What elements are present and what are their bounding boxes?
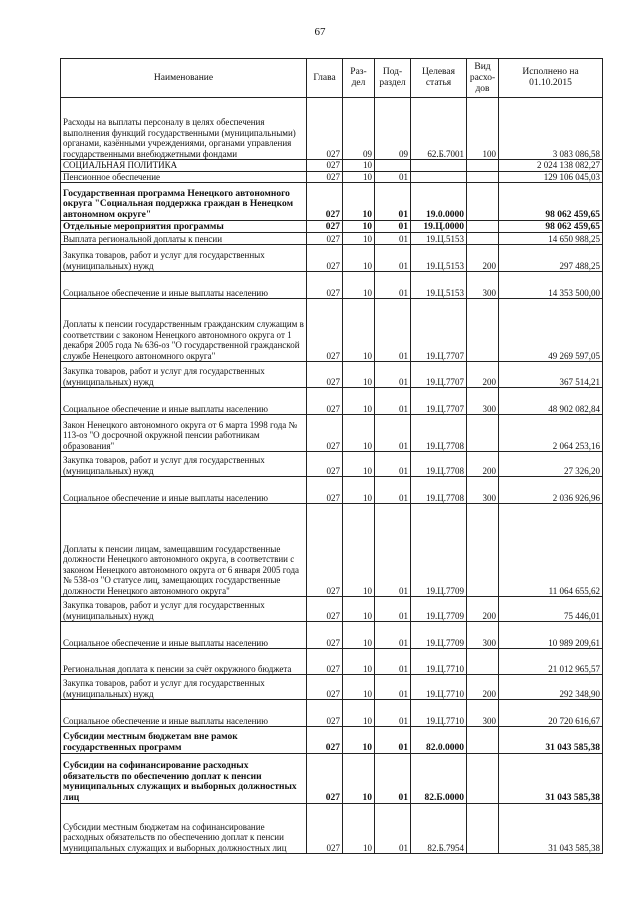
cell-glava: 027 [307,362,343,388]
cell-name: Расходы на выплаты персоналу в целях обеспечения выполнения функций государственными (муниципальными) органами, казёнными учреждениями, органами управления государственными внебюджетными фондами [61,98,307,160]
cell-glava: 027 [307,272,343,299]
cell-razdel: 10 [343,754,375,804]
cell-name: Закупка товаров, работ и услуг для государственных (муниципальных) нужд [61,675,307,700]
table-row [61,649,603,675]
cell-amount: 14 353 500,00 [499,272,603,299]
table-row [61,754,603,804]
col-header-vid: Вид расхо- дов [467,59,499,98]
cell-name: Доплаты к пенсии лицам, замещавшим государственные должности Ненецкого автономного округа, в соответствии с законом Ненецкого автономного округа от 6 января 2005 года № 538-оз "О статусе лиц, замещающих государственные должности Ненецкого автономного округа" [61,504,307,597]
cell-vid [467,299,499,362]
cell-amount: 98 062 459,65 [499,183,603,221]
cell-target: 19.Ц.7707 [411,299,467,362]
cell-amount: 297 488,25 [499,245,603,272]
cell-vid: 200 [467,362,499,388]
table-row [61,477,603,504]
cell-vid: 200 [467,597,499,622]
cell-vid [467,415,499,452]
cell-razdel: 10 [343,233,375,245]
cell-name: Закупка товаров, работ и услуг для государственных (муниципальных) нужд [61,362,307,388]
cell-target: 19.Ц.7707 [411,362,467,388]
cell-amount: 14 650 988,25 [499,233,603,245]
budget-table [60,58,603,854]
cell-name: Отдельные мероприятия программы [61,221,307,233]
table-row [61,98,603,160]
cell-amount: 75 446,01 [499,597,603,622]
cell-vid [467,727,499,754]
cell-razdel: 10 [343,727,375,754]
cell-glava: 027 [307,221,343,233]
cell-name: Субсидии местным бюджетам на софинансирование расходных обязательств по обеспечению доплат к пенсии муниципальных служащих и выборных должностных лиц [61,804,307,854]
cell-podrazdel: 01 [375,415,411,452]
table-row [61,233,603,245]
cell-target: 82.Б.0000 [411,754,467,804]
cell-podrazdel: 01 [375,675,411,700]
cell-amount: 2 024 138 082,27 [499,160,603,172]
cell-razdel: 10 [343,388,375,415]
cell-glava: 027 [307,299,343,362]
cell-vid: 300 [467,700,499,727]
cell-razdel: 10 [343,171,375,183]
cell-vid: 300 [467,622,499,649]
cell-name: Доплаты к пенсии государственным гражданским служащим в соответствии с законом Ненецкого автономного округа от 1 декабря 2005 года № 636-оз "О государственной гражданской службе Ненецкого автономного округа" [61,299,307,362]
cell-podrazdel: 01 [375,700,411,727]
table-header-row [61,59,603,98]
cell-vid [467,754,499,804]
cell-target: 19.Ц.7710 [411,700,467,727]
cell-target: 19.0.0000 [411,183,467,221]
cell-razdel: 10 [343,804,375,854]
table-body [61,98,603,854]
table-row [61,804,603,854]
table-row [61,160,603,172]
cell-amount: 11 064 655,62 [499,504,603,597]
cell-name: Пенсионное обеспечение [61,171,307,183]
cell-name: Социальное обеспечение и иные выплаты населению [61,272,307,299]
table-row [61,183,603,221]
table-row [61,597,603,622]
table-row [61,452,603,477]
cell-amount: 2 064 253,16 [499,415,603,452]
cell-podrazdel: 01 [375,477,411,504]
cell-razdel: 10 [343,299,375,362]
cell-amount: 27 326,20 [499,452,603,477]
cell-podrazdel: 01 [375,171,411,183]
cell-glava: 027 [307,804,343,854]
cell-podrazdel: 01 [375,804,411,854]
table-row [61,675,603,700]
cell-glava: 027 [307,649,343,675]
cell-name: Закупка товаров, работ и услуг для государственных (муниципальных) нужд [61,245,307,272]
table-row [61,415,603,452]
cell-glava: 027 [307,388,343,415]
cell-amount: 31 043 585,38 [499,754,603,804]
cell-razdel: 10 [343,675,375,700]
cell-target: 19.Ц.7710 [411,675,467,700]
cell-podrazdel: 09 [375,98,411,160]
col-header-done: Исполнено на 01.10.2015 [499,59,603,98]
cell-podrazdel: 01 [375,221,411,233]
page-number: 67 [314,26,326,38]
cell-razdel: 10 [343,504,375,597]
table-row [61,272,603,299]
cell-vid [467,233,499,245]
cell-podrazdel: 01 [375,272,411,299]
cell-glava: 027 [307,233,343,245]
cell-target: 19.Ц.5153 [411,272,467,299]
cell-razdel: 10 [343,272,375,299]
table-row [61,221,603,233]
cell-razdel: 10 [343,160,375,172]
cell-glava: 027 [307,160,343,172]
cell-target: 19.Ц.7708 [411,477,467,504]
cell-glava: 027 [307,727,343,754]
cell-podrazdel: 01 [375,362,411,388]
cell-amount: 292 348,90 [499,675,603,700]
cell-vid: 300 [467,272,499,299]
col-header-target: Целевая статья [411,59,467,98]
col-header-podrazdel: Под- раздел [375,59,411,98]
cell-target: 62.Б.7001 [411,98,467,160]
cell-glava: 027 [307,171,343,183]
cell-razdel: 09 [343,98,375,160]
cell-razdel: 10 [343,452,375,477]
cell-name: Выплата региональной доплаты к пенсии [61,233,307,245]
cell-target [411,171,467,183]
cell-podrazdel: 01 [375,727,411,754]
cell-vid: 300 [467,477,499,504]
cell-glava: 027 [307,183,343,221]
cell-target: 19.Ц.7708 [411,415,467,452]
table-row [61,245,603,272]
cell-target [411,160,467,172]
cell-name: Региональная доплата к пенсии за счёт окружного бюджета [61,649,307,675]
cell-name: СОЦИАЛЬНАЯ ПОЛИТИКА [61,160,307,172]
cell-target: 19.Ц.7710 [411,649,467,675]
col-header-glava: Глава [307,59,343,98]
cell-name: Субсидии на софинансирование расходных обязательств по обеспечению доплат к пенсии муниципальных служащих и выборных должностных лиц [61,754,307,804]
cell-target: 19.Ц.7708 [411,452,467,477]
col-header-name: Наименование [61,59,307,98]
cell-vid [467,504,499,597]
table-row [61,171,603,183]
cell-amount: 49 269 597,05 [499,299,603,362]
cell-target: 19.Ц.0000 [411,221,467,233]
cell-glava: 027 [307,700,343,727]
cell-amount: 31 043 585,38 [499,804,603,854]
table-row [61,700,603,727]
cell-amount: 98 062 459,65 [499,221,603,233]
cell-razdel: 10 [343,415,375,452]
cell-name: Социальное обеспечение и иные выплаты населению [61,622,307,649]
cell-vid: 300 [467,388,499,415]
cell-podrazdel: 01 [375,245,411,272]
cell-podrazdel: 01 [375,504,411,597]
cell-amount: 129 106 045,03 [499,171,603,183]
table-row [61,504,603,597]
cell-razdel: 10 [343,183,375,221]
cell-amount: 10 989 209,61 [499,622,603,649]
cell-name: Закупка товаров, работ и услуг для государственных (муниципальных) нужд [61,597,307,622]
cell-target: 19.Ц.7709 [411,504,467,597]
cell-podrazdel: 01 [375,183,411,221]
col-header-razdel: Раз- дел [343,59,375,98]
cell-amount: 2 036 926,96 [499,477,603,504]
cell-podrazdel: 01 [375,299,411,362]
table-row [61,622,603,649]
cell-vid: 200 [467,452,499,477]
table-row [61,299,603,362]
cell-razdel: 10 [343,477,375,504]
cell-target: 82.0.0000 [411,727,467,754]
cell-glava: 027 [307,597,343,622]
cell-glava: 027 [307,622,343,649]
cell-vid [467,171,499,183]
table-row [61,388,603,415]
cell-vid [467,649,499,675]
cell-glava: 027 [307,98,343,160]
table-row [61,727,603,754]
cell-name: Социальное обеспечение и иные выплаты населению [61,477,307,504]
cell-glava: 027 [307,477,343,504]
cell-name: Социальное обеспечение и иные выплаты населению [61,388,307,415]
cell-podrazdel: 01 [375,452,411,477]
cell-name: Социальное обеспечение и иные выплаты населению [61,700,307,727]
cell-target: 19.Ц.5153 [411,233,467,245]
cell-vid: 100 [467,98,499,160]
cell-razdel: 10 [343,649,375,675]
cell-glava: 027 [307,675,343,700]
cell-target: 82.Б.7954 [411,804,467,854]
cell-name: Закон Ненецкого автономного округа от 6 марта 1998 года № 113-оз "О досрочной окружной пенсии работникам образования" [61,415,307,452]
cell-glava: 027 [307,245,343,272]
cell-amount: 48 902 082,84 [499,388,603,415]
cell-vid [467,804,499,854]
cell-podrazdel [375,160,411,172]
cell-podrazdel: 01 [375,754,411,804]
cell-glava: 027 [307,754,343,804]
cell-razdel: 10 [343,597,375,622]
cell-vid [467,221,499,233]
cell-target: 19.Ц.7707 [411,388,467,415]
cell-podrazdel: 01 [375,388,411,415]
cell-target: 19.Ц.7709 [411,597,467,622]
cell-amount: 31 043 585,38 [499,727,603,754]
cell-glava: 027 [307,504,343,597]
cell-vid [467,183,499,221]
cell-amount: 20 720 616,67 [499,700,603,727]
cell-vid: 200 [467,675,499,700]
cell-amount: 367 514,21 [499,362,603,388]
table-row [61,362,603,388]
cell-name: Государственная программа Ненецкого автономного округа "Социальная поддержка граждан в Ненецком автономном округе" [61,183,307,221]
cell-podrazdel: 01 [375,597,411,622]
cell-target: 19.Ц.7709 [411,622,467,649]
cell-amount: 21 012 965,57 [499,649,603,675]
cell-glava: 027 [307,415,343,452]
cell-amount: 3 083 086,58 [499,98,603,160]
cell-razdel: 10 [343,700,375,727]
cell-razdel: 10 [343,622,375,649]
cell-podrazdel: 01 [375,649,411,675]
cell-name: Закупка товаров, работ и услуг для государственных (муниципальных) нужд [61,452,307,477]
cell-vid: 200 [467,245,499,272]
cell-podrazdel: 01 [375,233,411,245]
cell-podrazdel: 01 [375,622,411,649]
cell-name: Субсидии местным бюджетам вне рамок государственных программ [61,727,307,754]
cell-razdel: 10 [343,245,375,272]
cell-glava: 027 [307,452,343,477]
cell-target: 19.Ц.5153 [411,245,467,272]
cell-razdel: 10 [343,362,375,388]
cell-vid [467,160,499,172]
cell-razdel: 10 [343,221,375,233]
